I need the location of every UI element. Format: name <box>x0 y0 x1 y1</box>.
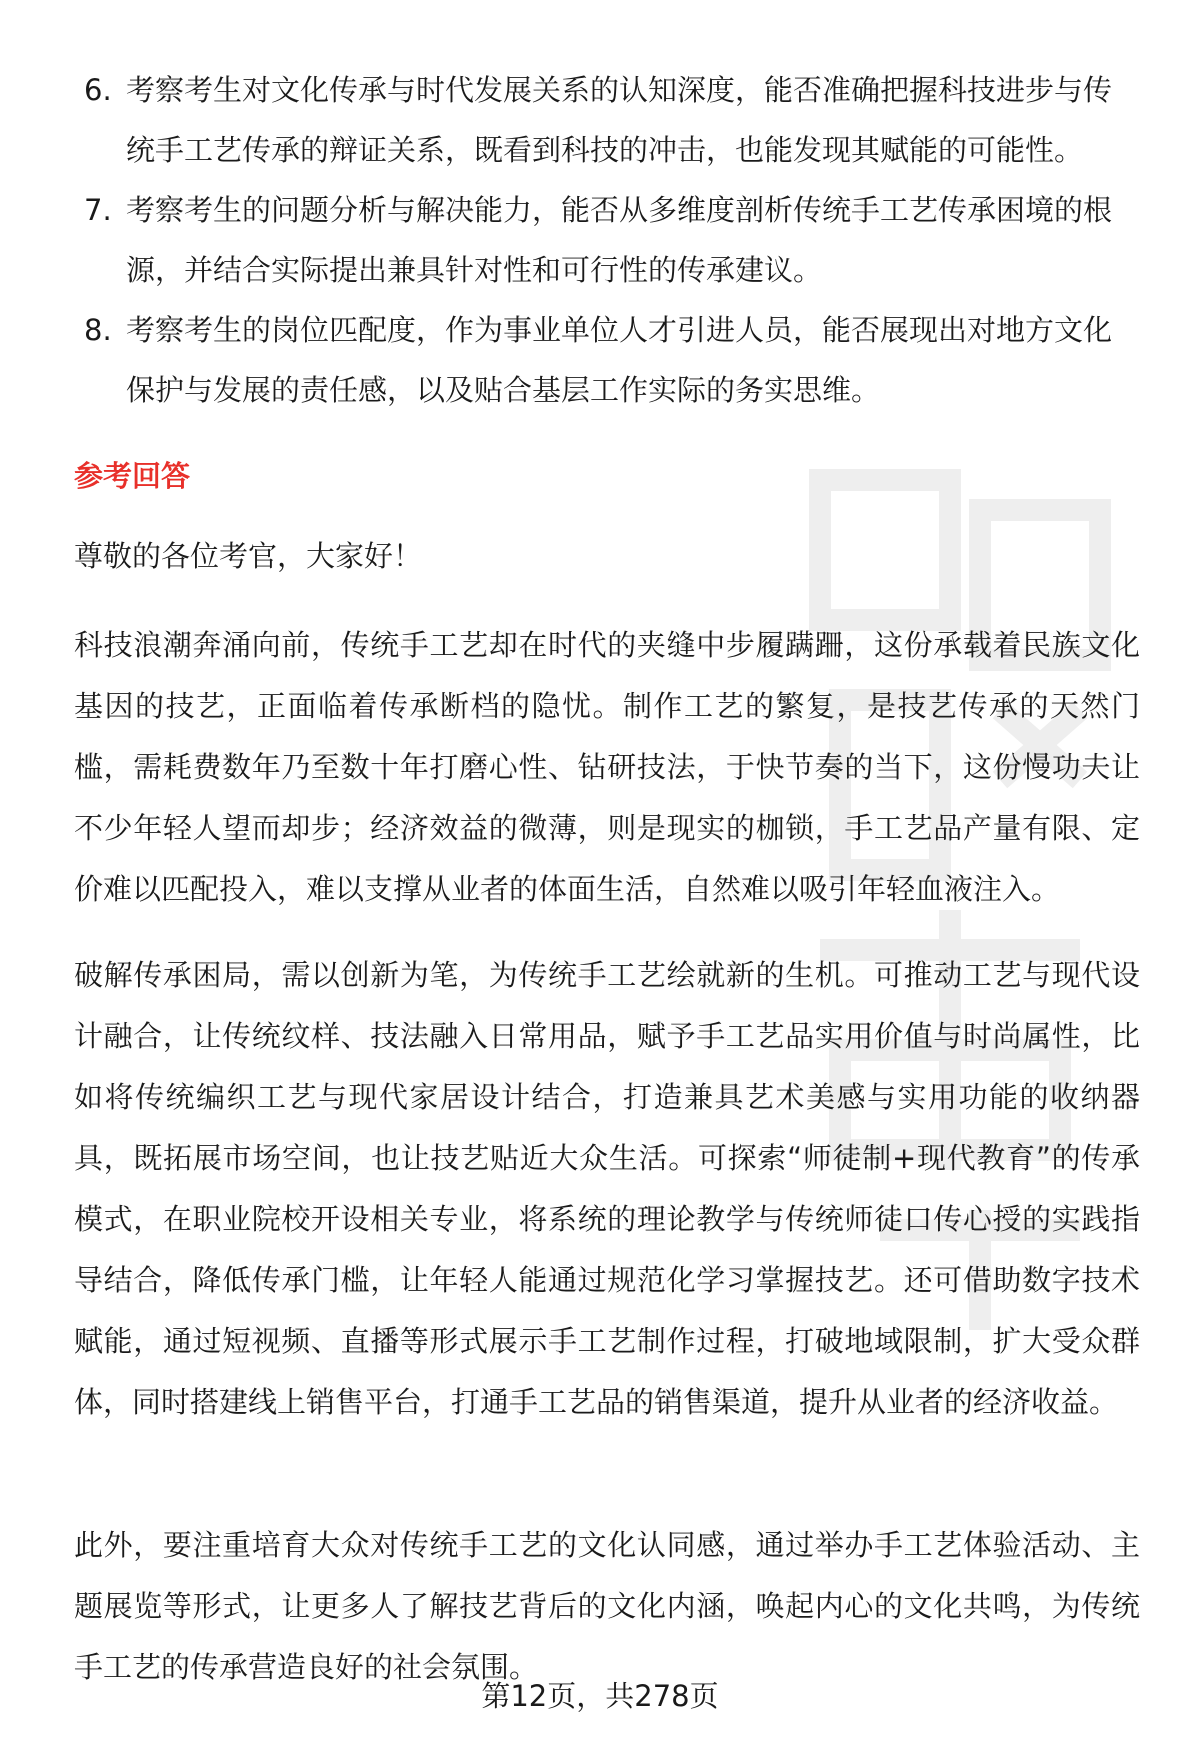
page-number-footer: 第12页，共278页 <box>481 1679 719 1713</box>
answer-paragraph: 破解传承困局，需以创新为笔，为传统手工艺绘就新的生机。可推动工艺与现代设计融合，让传统纹样、技法融入日常用品，赋予手工艺品实用价值与时尚属性，比如将传统编织工艺与现代家居设计结合，打造兼具艺术美感与实用功能的收纳器具，既拓展市场空间，也让技艺贴近大众生活。可探索“师徒制+现代教育”的传承模式，在职业院校开设相关专业，将系统的理论教学与传统师徒口传心授的实践指导结合，降低传承门槛，让年轻人能通过规范化学习掌握技艺。还可借助数字技术赋能，通过短视频、直播等形式展示手工艺制作过程，打破地域限制，扩大受众群体，同时搭建线上销售平台，打通手工艺品的销售渠道，提升从业者的经济收益。 <box>74 958 1140 1419</box>
criteria-number: 8. <box>84 313 112 347</box>
answer-greeting: 尊敬的各位考官，大家好！ <box>74 539 423 573</box>
criteria-item <box>74 180 1140 300</box>
answer-paragraph: 科技浪潮奔涌向前，传统手工艺却在时代的夹缝中步履蹒跚，这份承载着民族文化基因的技艺，正面临着传承断档的隐忧。制作工艺的繁复，是技艺传承的天然门槛，需耗费数年乃至数十年打磨心性、钻研技法，于快节奏的当下，这份慢功夫让不少年轻人望而却步；经济效益的微薄，则是现实的枷锁，手工艺品产量有限、定价难以匹配投入，难以支撑从业者的体面生活，自然难以吸引年轻血液注入。 <box>74 628 1140 906</box>
reference-answer-heading: 参考回答 <box>74 459 191 493</box>
criteria-text: 考察考生对文化传承与时代发展关系的认知深度，能否准确把握科技进步与传统手工艺传承的辩证关系，既看到科技的冲击，也能发现其赋能的可能性。 <box>126 73 1113 167</box>
criteria-item <box>74 300 1140 420</box>
criteria-item <box>74 60 1140 180</box>
criteria-number: 6. <box>84 73 112 107</box>
criteria-number: 7. <box>84 193 112 227</box>
evaluation-criteria-list <box>74 60 1140 420</box>
criteria-text: 考察考生的岗位匹配度，作为事业单位人才引进人员，能否展现出对地方文化保护与发展的责任感，以及贴合基层工作实际的务实思维。 <box>126 313 1113 407</box>
answer-paragraph: 此外，要注重培育大众对传统手工艺的文化认同感，通过举办手工艺体验活动、主题展览等形式，让更多人了解技艺背后的文化内涵，唤起内心的文化共鸣，为传统手工艺的传承营造良好的社会氛围。 <box>74 1528 1140 1684</box>
criteria-text: 考察考生的问题分析与解决能力，能否从多维度剖析传统手工艺传承困境的根源，并结合实际提出兼具针对性和可行性的传承建议。 <box>126 193 1113 287</box>
